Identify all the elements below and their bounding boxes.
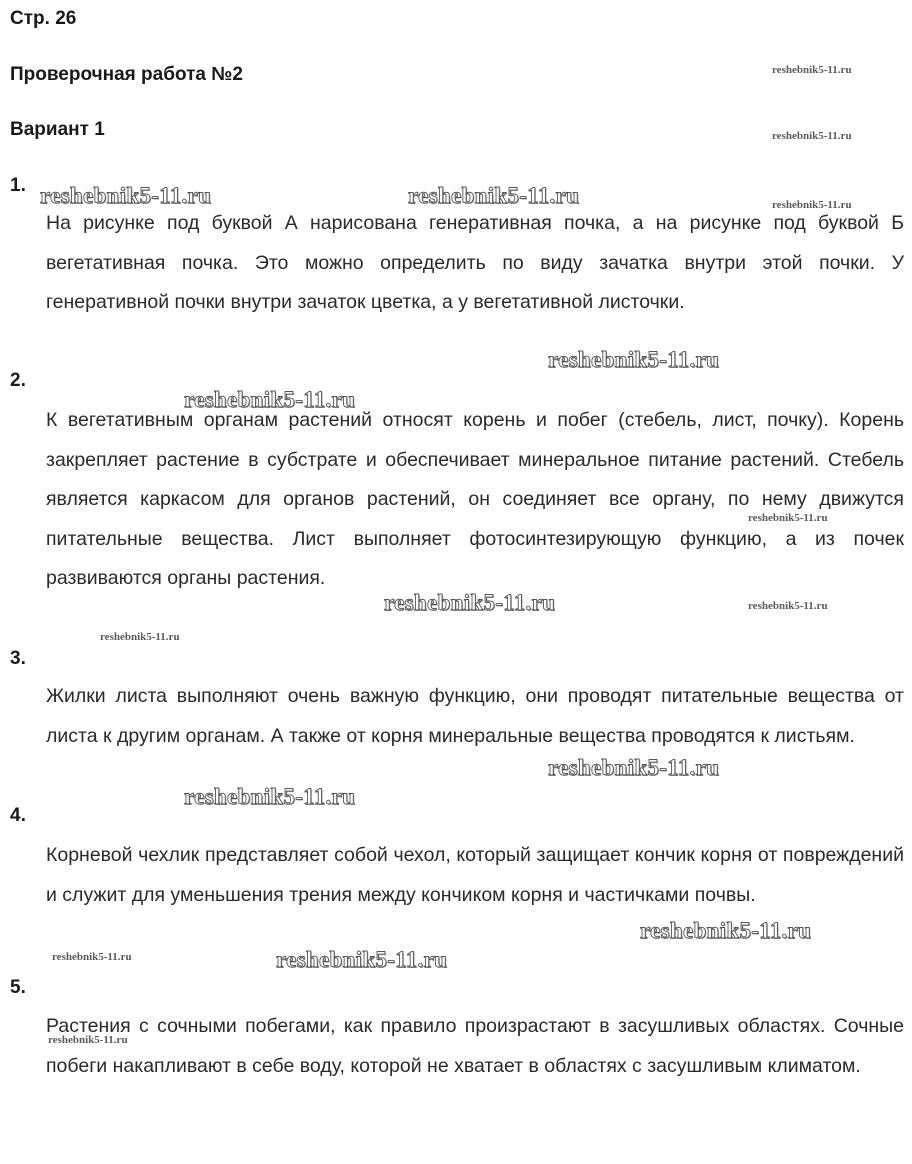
watermark: reshebnik5-11.ru [772,64,852,76]
variant-heading: Вариант 1 [10,119,105,140]
watermark: reshebnik5-11.ru [184,784,356,809]
watermark: reshebnik5-11.ru [772,130,852,142]
watermark: reshebnik5-11.ru [52,951,132,963]
watermark: reshebnik5-11.ru [384,590,556,615]
watermark: reshebnik5-11.ru [40,183,212,208]
answer-number-2: 2. [10,370,26,391]
answer-text-5: Растения с сочными побегами, как правило произрастают в засушливых областях. Сочные побеги накапливают в себе воду, которой не хватает в областях с засушливым климатом. [46,1015,904,1077]
answer-number-4: 4. [10,805,26,826]
watermark: reshebnik5-11.ru [184,387,356,412]
answer-text-1: На рисунке под буквой А нарисована генеративная почка, а на рисунке под буквой Б вегетативная почка. Это можно определить по виду зачатка внутри этой почки. У генеративной почки внутри зачаток цветка, а у вегетативной листочки. [46,212,904,313]
watermark: reshebnik5-11.ru [748,512,828,524]
watermark: reshebnik5-11.ru [48,1034,128,1046]
watermark: reshebnik5-11.ru [548,347,720,372]
answer-text-4: Корневой чехлик представляет собой чехол, который защищает кончик корня от повреждений и служит для уменьшения трения между кончиком корня и частичками почвы. [46,844,904,906]
watermark: reshebnik5-11.ru [772,199,852,211]
watermark: reshebnik5-11.ru [640,918,812,943]
answer-number-3: 3. [10,648,26,669]
watermark: reshebnik5-11.ru [100,631,180,643]
watermark: reshebnik5-11.ru [276,947,448,972]
work-title: Проверочная работа №2 [10,64,243,85]
page-label: Стр. 26 [10,8,77,29]
watermark: reshebnik5-11.ru [748,600,828,612]
answer-text-2: К вегетативным органам растений относят корень и побег (стебель, лист, почку). Корень закрепляет растение в субстрате и обеспечивает минеральное питание растений. Стебель является каркасом для органов растений, он соединяет все органу, по нему движутся питательные вещества. Лист выполняет фотосинтезирующую функцию, а из почек развиваются органы растения. [46,409,904,589]
answer-text-3: Жилки листа выполняют очень важную функцию, они проводят питательные вещества от листа к другим органам. А также от корня минеральные вещества проводятся к листьям. [46,685,904,747]
answer-number-5: 5. [10,977,26,998]
watermark: reshebnik5-11.ru [548,755,720,780]
watermark: reshebnik5-11.ru [408,183,580,208]
answer-number-1: 1. [10,175,26,196]
